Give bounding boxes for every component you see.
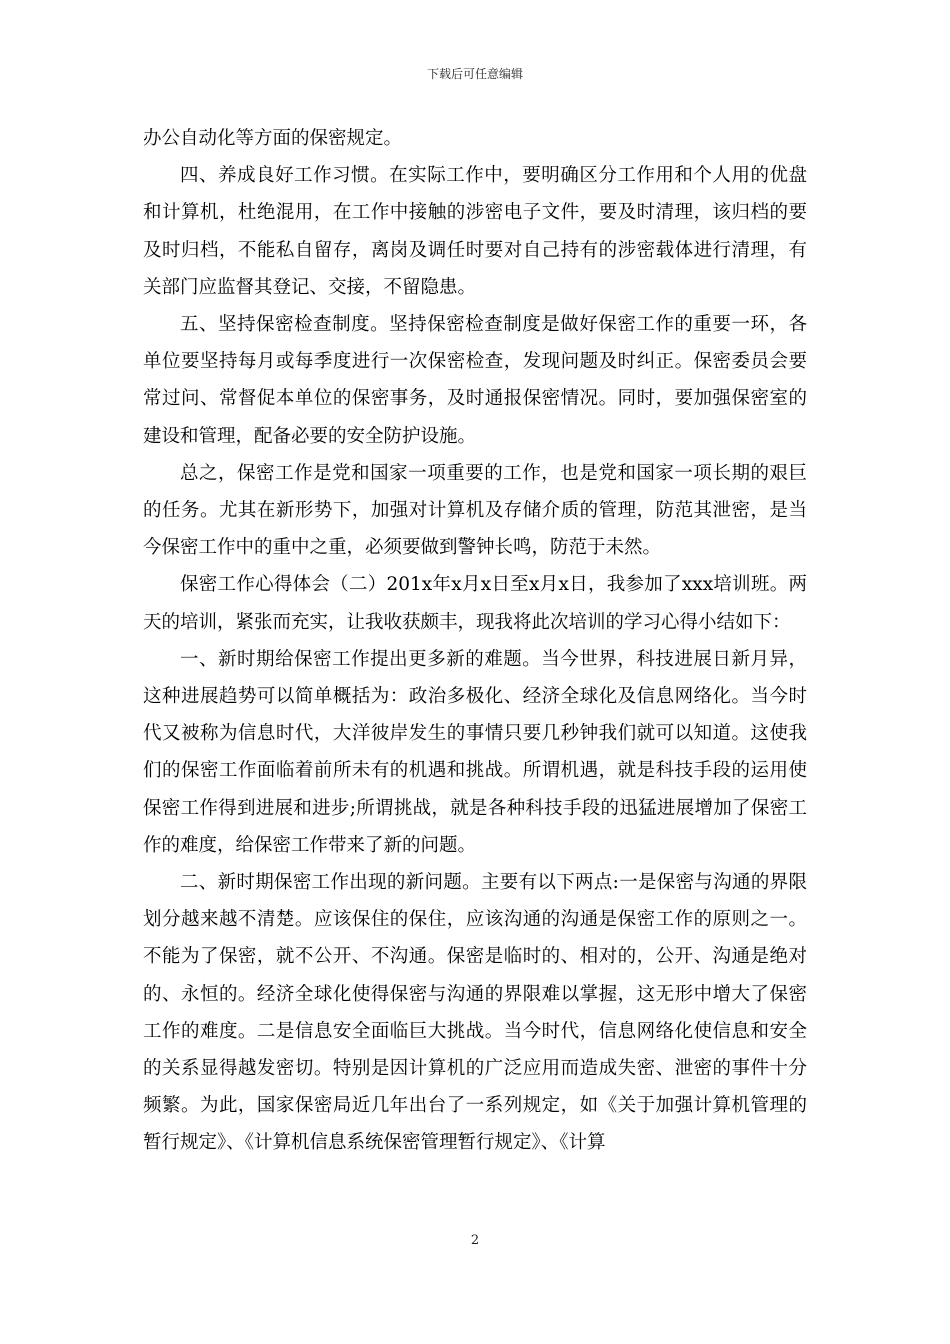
paragraph-summary: 总之，保密工作是党和国家一项重要的工作，也是党和国家一项长期的艰巨的任务。尤其在新形势下，加强对计算机及存储介质的管理，防范其泄密，是当今保密工作中的重中之重，必须要做到警钟长鸣，防范于未然。: [143, 462, 807, 559]
paragraph-new-problems: 二、新时期保密工作出现的新问题。主要有以下两点:一是保密与沟通的界限划分越来越不清楚。应该保住的保住，应该沟通的沟通是保密工作的原则之一。不能为了保密，就不公开、不沟通。保密是临时的、相对的，公开、沟通是绝对的、永恒的。经济全球化使得保密与沟通的界限难以掌握，这无形中增大了保密工作的难度。二是信息安全面临巨大挑战。当今时代，信息网络化使信息和安全的关系显得越发密切。特别是因计算机的广泛应用而造成失密、泄密的事件十分频繁。为此，国家保密局近几年出台了一系列规定，如《关于加强计算机管理的暂行规定》、《计算机信息系统保密管理暂行规定》、《计算: [143, 872, 807, 1154]
document-body: [143, 120, 807, 1162]
paragraph-work-habits: 四、养成良好工作习惯。在实际工作中，要明确区分工作用和个人用的优盘和计算机，杜绝混用，在工作中接触的涉密电子文件，要及时清理，该归档的要及时归档，不能私自留存，离岗及调任时要对自己持有的涉密载体进行清理，有关部门应监督其登记、交接，不留隐患。: [143, 165, 807, 298]
page-number: 2: [470, 1233, 480, 1248]
paragraph-inspection-system: 五、坚持保密检查制度。坚持保密检查制度是做好保密工作的重要一环，各单位要坚持每月或每季度进行一次保密检查，发现问题及时纠正。保密委员会要常过问、常督促本单位的保密事务，及时通报保密情况。同时，要加强保密室的建设和管理，配备必要的安全防护设施。: [143, 314, 807, 447]
page-header-note: 下载后可任意编辑: [426, 67, 523, 81]
paragraph-experience-intro: 保密工作心得体会（二）201x年x月x日至x月x日，我参加了xxx培训班。两天的培训，紧张而充实，让我收获颇丰，现我将此次培训的学习心得小结如下：: [143, 574, 807, 633]
paragraph-new-challenges: 一、新时期给保密工作提出更多新的难题。当今世界，科技进展日新月异，这种进展趋势可以简单概括为：政治多极化、经济全球化及信息网络化。当今时代又被称为信息时代，大洋彼岸发生的事情只要几秒钟我们就可以知道。这使我们的保密工作面临着前所未有的机遇和挑战。所谓机遇，就是科技手段的运用使保密工作得到进展和进步;所谓挑战，就是各种科技手段的迅猛进展增加了保密工作的难度，给保密工作带来了新的问题。: [143, 648, 807, 856]
paragraph-continuation: 办公自动化等方面的保密规定。: [143, 128, 403, 149]
